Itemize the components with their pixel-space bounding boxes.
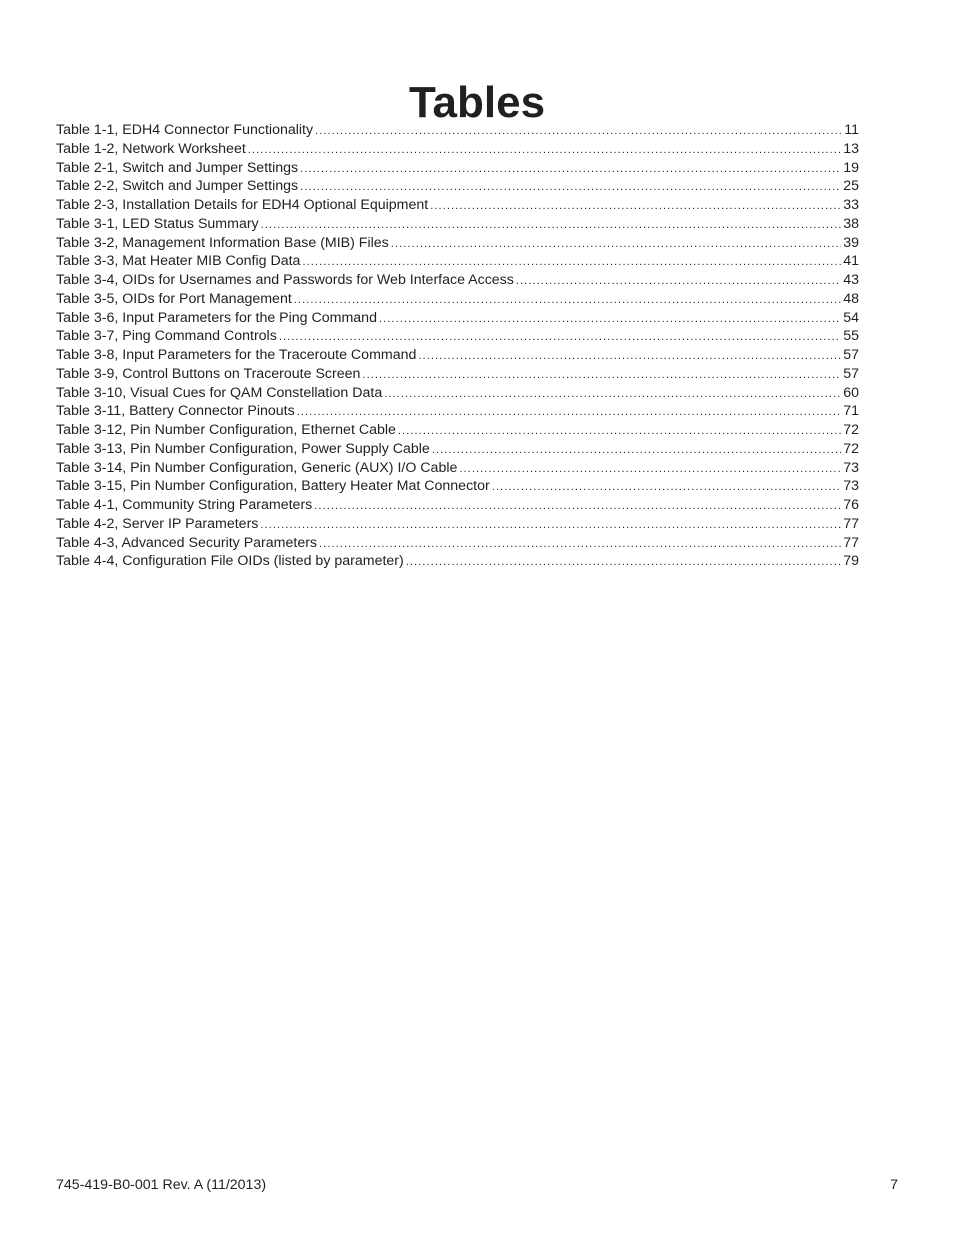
toc-entry-label: Table 3-2, Management Information Base (MIB) Files	[56, 234, 389, 251]
toc-entry-label: Table 3-4, OIDs for Usernames and Passwords for Web Interface Access	[56, 272, 514, 288]
dot-leader	[300, 178, 841, 196]
toc-entry[interactable]	[56, 159, 859, 178]
toc-entry-label: Table 3-10, Visual Cues for QAM Constellation Data	[56, 384, 383, 401]
toc-entry-page: 39	[843, 234, 859, 251]
toc-entry[interactable]	[56, 552, 859, 571]
toc-entry-page: 76	[843, 497, 859, 513]
dot-leader	[260, 516, 841, 534]
toc-entry-label: Table 3-1, LED Status Summary	[56, 215, 259, 232]
toc-entry-label: Table 2-1, Switch and Jumper Settings	[56, 159, 299, 176]
toc-entry[interactable]	[56, 534, 859, 553]
toc-entry-label: Table 1-2, Network Worksheet	[56, 140, 246, 157]
toc-entry-page: 73	[843, 459, 859, 476]
toc-entry-label: Table 3-9, Control Buttons on Traceroute Screen	[56, 365, 361, 382]
dot-leader	[398, 422, 841, 440]
dot-leader	[379, 310, 841, 328]
dot-leader	[302, 253, 841, 271]
toc-entry-label: Table 3-15, Pin Number Configuration, Battery Heater Mat Connector	[56, 478, 490, 495]
toc-entry[interactable]	[56, 402, 859, 421]
toc-entry-page: 19	[843, 159, 859, 176]
dot-leader	[248, 141, 841, 159]
toc-entry-label: Table 4-3, Advanced Security Parameters	[56, 534, 318, 551]
toc-entry-page: 72	[843, 440, 859, 457]
toc-entry-page: 41	[843, 253, 859, 270]
toc-entry[interactable]	[56, 346, 859, 365]
toc-entry-page: 57	[843, 365, 859, 382]
toc-entry-label: Table 3-12, Pin Number Configuration, Ethernet Cable	[56, 422, 396, 438]
dot-leader	[459, 460, 841, 478]
toc-entry-page: 77	[843, 515, 859, 532]
dot-leader	[314, 497, 841, 515]
toc-entry-label: Table 4-4, Configuration File OIDs (listed by parameter)	[56, 553, 404, 570]
dot-leader	[391, 235, 841, 253]
dot-leader	[362, 366, 841, 384]
toc-entry[interactable]	[56, 365, 859, 384]
toc-entry[interactable]	[56, 327, 859, 346]
toc-entry-label: Table 1-1, EDH4 Connector Functionality	[56, 122, 314, 138]
toc-entry[interactable]	[56, 477, 859, 496]
toc-entry-label: Table 3-3, Mat Heater MIB Config Data	[56, 253, 301, 270]
dot-leader	[492, 478, 841, 496]
toc-entry[interactable]	[56, 215, 859, 234]
toc-entry-page: 55	[843, 328, 859, 345]
toc-entry-label: Table 2-3, Installation Details for EDH4 Optional Equipment	[56, 197, 429, 213]
toc-entry-page: 79	[843, 553, 859, 570]
toc-entry-page: 71	[843, 403, 859, 420]
toc-entry-label: Table 4-1, Community String Parameters	[56, 497, 313, 513]
toc-entry-label: Table 3-13, Pin Number Configuration, Power Supply Cable	[56, 440, 430, 457]
dot-leader	[300, 160, 841, 178]
toc-entry[interactable]	[56, 515, 859, 534]
toc-entry[interactable]	[56, 271, 859, 290]
toc-entry-page: 13	[843, 140, 859, 157]
footer-page-number: 7	[890, 1177, 898, 1193]
dot-leader	[384, 385, 841, 403]
toc-entry-label: Table 3-14, Pin Number Configuration, Generic (AUX) I/O Cable	[56, 459, 458, 476]
dot-leader	[418, 347, 841, 365]
dot-leader	[516, 272, 841, 290]
dot-leader	[430, 197, 841, 215]
toc-entry[interactable]	[56, 252, 859, 271]
dot-leader	[315, 122, 841, 140]
dot-leader	[279, 328, 841, 346]
toc-entry[interactable]	[56, 196, 859, 215]
toc-entry[interactable]	[56, 384, 859, 403]
toc-entry-page: 25	[843, 178, 859, 195]
dot-leader	[406, 553, 841, 571]
toc-entry[interactable]	[56, 421, 859, 440]
dot-leader	[432, 441, 841, 459]
toc-entry-label: Table 2-2, Switch and Jumper Settings	[56, 178, 299, 195]
toc-entry-label: Table 3-5, OIDs for Port Management	[56, 290, 292, 307]
toc-entry-page: 73	[843, 478, 859, 495]
toc-entry-page: 54	[843, 309, 859, 326]
toc-entry-label: Table 3-7, Ping Command Controls	[56, 328, 277, 345]
page-title: Tables	[408, 78, 546, 128]
toc-entry-page: 60	[843, 384, 859, 401]
toc-entry[interactable]	[56, 440, 859, 459]
dot-leader	[297, 403, 841, 421]
table-of-tables	[56, 121, 859, 571]
toc-entry-page: 11	[844, 122, 859, 138]
toc-entry[interactable]	[56, 177, 859, 196]
toc-entry-label: Table 3-11, Battery Connector Pinouts	[56, 403, 295, 420]
dot-leader	[294, 291, 841, 309]
toc-entry-page: 33	[843, 197, 859, 213]
toc-entry-page: 77	[843, 534, 859, 551]
toc-entry-page: 43	[843, 272, 859, 288]
toc-entry-page: 38	[843, 215, 859, 232]
footer-document-number: 745-419-B0-001 Rev. A (11/2013)	[56, 1177, 267, 1193]
toc-entry-label: Table 4-2, Server IP Parameters	[56, 515, 259, 532]
toc-entry-page: 48	[843, 290, 859, 307]
dot-leader	[261, 216, 841, 234]
toc-entry[interactable]	[56, 290, 859, 309]
toc-entry[interactable]	[56, 309, 859, 328]
toc-entry[interactable]	[56, 234, 859, 253]
toc-entry-page: 57	[843, 347, 859, 363]
toc-entry[interactable]	[56, 121, 859, 140]
dot-leader	[319, 535, 841, 553]
toc-entry-label: Table 3-6, Input Parameters for the Ping Command	[56, 309, 377, 326]
toc-entry-label: Table 3-8, Input Parameters for the Traceroute Command	[56, 347, 417, 363]
toc-entry[interactable]	[56, 140, 859, 159]
toc-entry[interactable]	[56, 459, 859, 478]
toc-entry-page: 72	[843, 422, 859, 438]
toc-entry[interactable]	[56, 496, 859, 515]
